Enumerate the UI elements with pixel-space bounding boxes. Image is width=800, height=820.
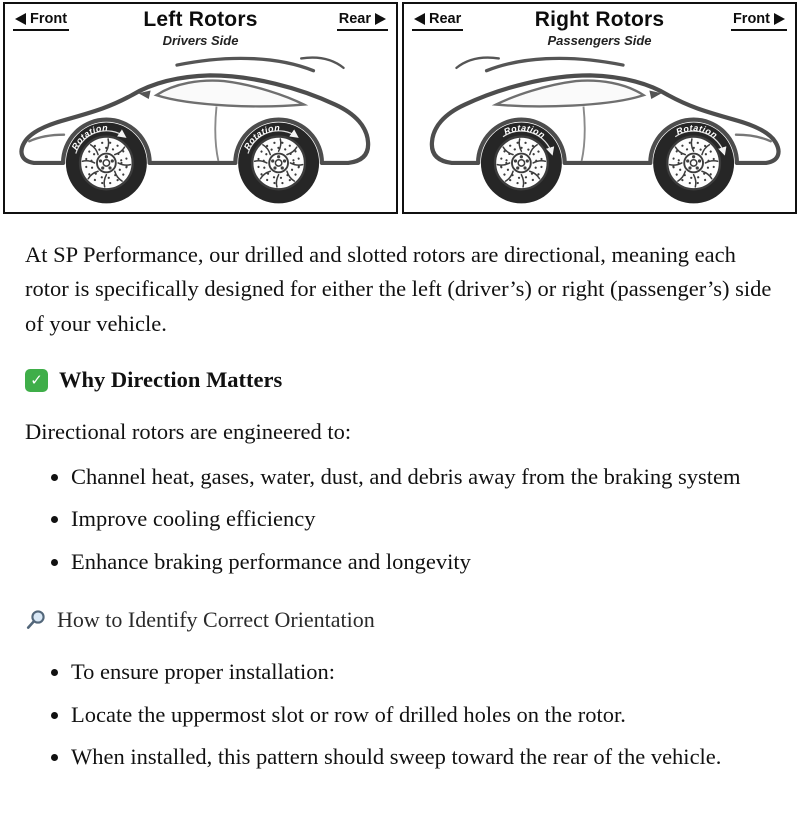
list-item: • Channel heat, gases, water, dust, and debris away from the braking system bbox=[71, 460, 775, 494]
heading-text: How to Identify Correct Orientation bbox=[57, 606, 375, 632]
magnifier-icon bbox=[25, 609, 47, 631]
arrow-left-icon bbox=[15, 13, 26, 25]
orientation-list bbox=[25, 655, 775, 774]
rear-direction-label bbox=[337, 11, 388, 31]
benefits-list bbox=[25, 460, 775, 579]
panel-subtitle: Passengers Side bbox=[547, 33, 652, 48]
rotation-label: Rotation bbox=[674, 122, 720, 141]
direction-text: Front bbox=[30, 11, 68, 27]
why-direction-matters-heading bbox=[25, 367, 775, 393]
left-rotors-panel bbox=[3, 2, 398, 214]
right-car-illustration bbox=[404, 50, 795, 210]
list-item: • Improve cooling efficiency bbox=[71, 502, 775, 536]
rotation-label: Rotation bbox=[69, 122, 109, 152]
intro-paragraph: At SP Performance, our drilled and slotted rotors are directional, meaning each rotor is specifically designed for either the left (driver’s) or right (passenger’s) side of your vehicle. bbox=[25, 242, 772, 336]
panel-title: Left Rotors bbox=[143, 8, 258, 31]
list-item: • When installed, this pattern should sweep toward the rear of the vehicle. bbox=[71, 740, 775, 774]
arrow-right-icon bbox=[375, 13, 386, 25]
arrow-right-icon bbox=[774, 13, 785, 25]
section1-lead: Directional rotors are engineered to: bbox=[25, 419, 352, 445]
check-mark-icon: ✓ bbox=[25, 369, 48, 392]
rotor-diagram bbox=[0, 0, 800, 214]
panel-title: Right Rotors bbox=[534, 8, 665, 31]
list-item: • To ensure proper installation: bbox=[71, 655, 775, 689]
list-item: • Locate the uppermost slot or row of drilled holes on the rotor. bbox=[71, 698, 775, 732]
panel-subtitle: Drivers Side bbox=[162, 33, 239, 48]
list-item: • Enhance braking performance and longevity bbox=[71, 545, 775, 579]
direction-text: Front bbox=[732, 11, 770, 27]
rotation-label: Rotation bbox=[241, 122, 281, 152]
rear-direction-label bbox=[412, 11, 463, 31]
heading-text: Why Direction Matters bbox=[59, 367, 283, 393]
left-panel-header bbox=[5, 4, 396, 50]
direction-text: Rear bbox=[429, 11, 462, 27]
rotation-label: Rotation bbox=[502, 122, 548, 141]
article-body bbox=[0, 214, 800, 820]
left-car-illustration bbox=[5, 50, 396, 210]
right-rotors-panel bbox=[402, 2, 797, 214]
right-panel-header bbox=[404, 4, 795, 50]
direction-text: Rear bbox=[338, 11, 371, 27]
front-direction-label bbox=[13, 11, 69, 31]
front-direction-label bbox=[731, 11, 787, 31]
orientation-heading bbox=[25, 607, 775, 633]
arrow-left-icon bbox=[414, 13, 425, 25]
